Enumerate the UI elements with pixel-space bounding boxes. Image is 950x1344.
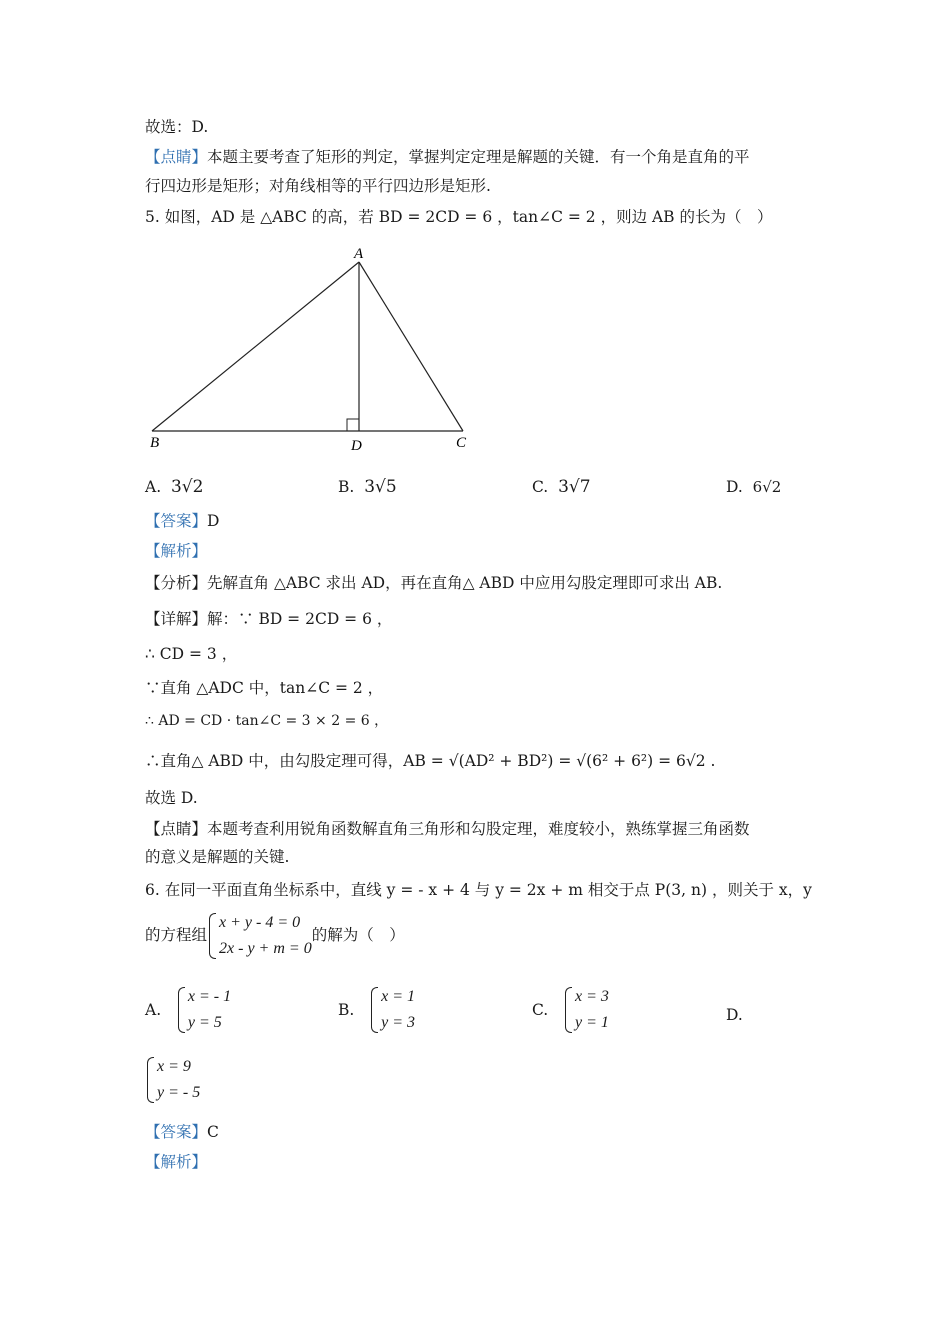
label-c: C xyxy=(456,435,467,451)
label-b: B xyxy=(150,435,160,451)
question-6-post: 的解为（ ） xyxy=(311,926,405,944)
answer-value: D xyxy=(207,512,220,530)
text-line: 故选：D. xyxy=(145,118,209,136)
step-line: ∵直角 △ADC 中，tan∠C = 2 ， xyxy=(145,679,384,697)
option-5-d: D. 6√2 xyxy=(726,478,782,496)
option-6-b: B. x = 1 y = 3 xyxy=(338,984,415,1036)
analysis-6-tag xyxy=(145,1151,207,1173)
section-tag: 【答案】 xyxy=(145,1123,208,1141)
question-6-pre: 的方程组 xyxy=(145,926,208,944)
comment-text: 本题主要考查了矩形的判定，掌握判定定理是解题的关键．有一个角是直角的平 xyxy=(207,148,750,166)
question-6: 6. 在同一平面直角坐标系中，直线 y = - x + 4 与 y = 2x + m 相交于点 P(3, n) ，则关于 x，y xyxy=(145,881,812,899)
option-6-c: C. x = 3 y = 1 xyxy=(532,984,609,1036)
section-tag: 【详解】 xyxy=(145,610,208,628)
option-6-d-system: x = 9 y = - 5 xyxy=(145,1054,200,1106)
question-6-system-line xyxy=(145,910,405,962)
answer-value: C xyxy=(207,1123,219,1141)
question-5: 5. 如图，AD 是 △ABC 的高，若 BD = 2CD = 6 ，tan∠C = 2 ，则边 AB 的长为（ ） xyxy=(145,208,773,226)
step-line: ∴ CD = 3 ， xyxy=(145,645,238,663)
equation-system xyxy=(207,910,312,962)
section-tag: 【点睛】 xyxy=(145,820,208,838)
comment-text: 本题考查利用锐角函数解直角三角形和勾股定理，难度较小，熟练掌握三角函数 xyxy=(207,820,750,838)
text-line: 故选 D. xyxy=(145,789,198,807)
section-tag: 【分析】 xyxy=(145,574,208,592)
option-6-d: D. xyxy=(726,1006,743,1024)
option-5-b: B. 3√5 xyxy=(338,477,397,497)
triangle-figure xyxy=(140,240,480,455)
analysis-5-tag xyxy=(145,540,207,562)
analysis-text: 先解直角 △ABC 求出 AD，再在直角△ ABD 中应用勾股定理即可求出 AB. xyxy=(207,574,723,592)
section-tag: 【答案】 xyxy=(145,512,208,530)
option-6-a: A. x = - 1 y = 5 xyxy=(145,984,231,1036)
comment-line xyxy=(145,146,750,168)
step-line: ∴直角△ ABD 中，由勾股定理可得，AB = √(AD² + BD²) = √(6² + 6²) = 6√2 . xyxy=(145,752,716,770)
section-tag: 【解析】 xyxy=(145,1153,208,1171)
text-line: 行四边形是矩形；对角线相等的平行四边形是矩形. xyxy=(145,177,491,195)
right-angle-mark xyxy=(347,419,359,431)
side-ab xyxy=(152,262,359,431)
detail-line xyxy=(145,608,392,630)
section-tag: 【解析】 xyxy=(145,542,208,560)
analysis-line xyxy=(145,572,722,594)
option-5-a: A. 3√2 xyxy=(145,477,204,497)
detail-text: 解：∵ BD = 2CD = 6 ， xyxy=(207,610,393,628)
label-d: D xyxy=(351,438,362,454)
side-ac xyxy=(359,262,463,431)
section-tag: 【点睛】 xyxy=(145,148,208,166)
answer-5 xyxy=(145,510,219,532)
label-a: A xyxy=(354,246,364,262)
option-5-c: C. 3√7 xyxy=(532,477,591,497)
text-line: 的意义是解题的关键. xyxy=(145,848,290,866)
answer-6 xyxy=(145,1121,219,1143)
equation-row: 2x - y + m = 0 xyxy=(219,940,312,957)
comment-line xyxy=(145,818,750,840)
step-line: ∴ AD = CD · tan∠C = 3 × 2 = 6 ， xyxy=(145,713,389,729)
equation-row: x + y - 4 = 0 xyxy=(219,914,301,931)
